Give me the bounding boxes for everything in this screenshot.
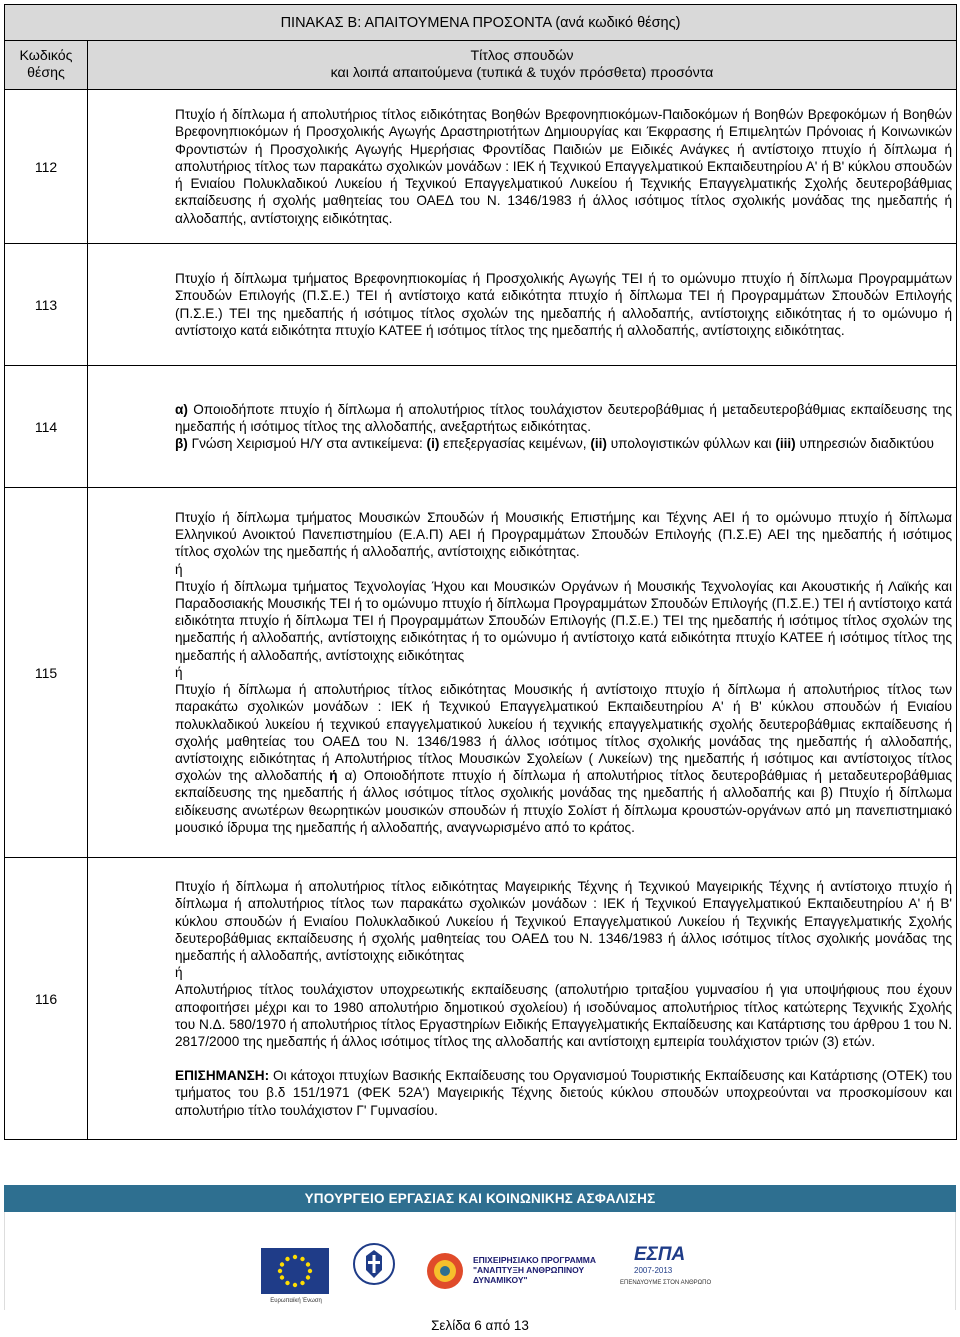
text-a: Οποιοδήποτε πτυχίο ή δίπλωμα ή απολυτήριος τίτλος τουλάχιστον δευτεροβάθμιας ή μεταδευτεροβάθμιας εκπαίδευσης της ημεδαπής ή ισότιμος τίτλος της αλλοδαπής, ανεξαρτήτως ειδικότητας. (175, 401, 953, 434)
logo-strip (4, 1212, 956, 1310)
row-code: 113 (5, 244, 88, 366)
row-text (88, 858, 957, 1140)
header-code-line1: Κωδικός (19, 48, 73, 64)
table-row (5, 244, 957, 366)
row-text (88, 488, 957, 858)
label-i: (i) (426, 436, 440, 452)
or-separator: ή (175, 561, 183, 577)
row-paragraph: Πτυχίο ή δίπλωμα τμήματος Τεχνολογίας Ήχου και Μουσικών Οργάνων ή Μουσικής Τεχνολογίας και Ακουστικής ή Λαϊκής και Παραδοσιακής Μουσικής ΤΕΙ ή το ομώνυμο πτυχίο ή δίπλωμα Προγραμμάτων Σπουδών Επιλογής (Π.Σ.Ε.) ΤΕΙ ή αντίστοιχο κατά ειδικότητα πτυχίο ή δίπλωμα ΤΕΙ ή Προγραμμάτων Σπουδών Επιλογής (Π.Σ.Ε.) ΤΕΙ της ημεδαπής ή ισότιμος τίτλος σχολών της ημεδαπής ή αλλοδαπής, αντίστοιχης ειδικότητας ή το ομώνυμο ή αντίστοιχο κατά ειδικότητα πτυχίο ΚΑΤΕΕ ή ισότιμος τίτλος της ημεδαπής ή αλλοδαπής, αντίστοιχης ειδικότητας (175, 578, 953, 663)
spacer (175, 1050, 952, 1067)
note-paragraph (175, 1067, 952, 1119)
ministry-bar: ΥΠΟΥΡΓΕΙΟ ΕΡΓΑΣΙΑΣ ΚΑΙ ΚΟΙΝΩΝΙΚΗΣ ΑΣΦΑΛΙΣΗΣ (4, 1185, 956, 1212)
greek-emblem-icon (352, 1242, 396, 1286)
or-bold: ή (329, 768, 338, 784)
row-paragraph: Πτυχίο ή δίπλωμα τμήματος Βρεφονηπιοκομίας ή Προσχολικής Αγωγής ΤΕΙ ή το ομώνυμο πτυχίο ή δίπλωμα Προγραμμάτων Σπουδών Επιλογής (Π.Σ.Ε.) ΤΕΙ ή αντίστοιχο κατά ειδικότητα πτυχίο ή δίπλωμα ΤΕΙ ή Προγραμμάτων Σπουδών Επιλογής (Π.Σ.Ε.) ΤΕΙ της ημεδαπής ή ισότιμος τίτλος σχολών της ημεδαπής ή αλλοδαπής, αντίστοιχης ειδικότητας ή το ομώνυμο ή αντίστοιχο κατά ειδικότητα πτυχίο ΚΑΤΕΕ ή ισότιμος τίτλος της ημεδαπής ή αλλοδαπής, αντίστοιχης ειδικότητας. (175, 271, 953, 338)
program-emblem-icon (425, 1251, 465, 1291)
footer-banner (4, 1185, 956, 1310)
row-paragraph: Πτυχίο ή δίπλωμα τμήματος Μουσικών Σπουδών ή Μουσικής Επιστήμης και Τέχνης ΑΕΙ ή το ομώνυμο πτυχίο ή δίπλωμα Ελληνικού Ανοικτού Πανεπιστημίου (Ε.Α.Π) ΑΕΙ ή Προγραμμάτων Σπουδών Επιλογής (Π.Σ.Ε) ΑΕΙ της ημεδαπής ή ισότιμος τίτλος σχολών της ημεδαπής ή αλλοδαπής, αντίστοιχης ειδικότητας. (175, 510, 953, 560)
or-separator: ή (175, 664, 183, 680)
header-code-line2: θέσης (27, 65, 65, 81)
espa-word: ΕΣΠΑ (634, 1244, 686, 1265)
row-code: 116 (5, 858, 88, 1140)
espa-years: 2007-2013 (634, 1266, 673, 1275)
espa-logo (620, 1244, 712, 1294)
table-row (5, 488, 957, 858)
program-line1: ΕΠΙΧΕΙΡΗΣΙΑΚΟ ΠΡΟΓΡΑΜΜΑ (473, 1255, 597, 1265)
text-b4: υπηρεσιών διαδικτύου (795, 436, 934, 452)
header-title-line2: και λοιπά απαιτούμενα (τυπικά & τυχόν πρόσθετα) προσόντα (330, 65, 714, 81)
table-row (5, 366, 957, 488)
row-paragraph-a (175, 401, 952, 435)
row-text (88, 366, 957, 488)
row-paragraph (175, 681, 952, 836)
row-text (88, 90, 957, 244)
header-code (5, 41, 88, 90)
espa-tagline: ΕΠΕΝΔΥΟΥΜΕ ΣΤΟΝ ΑΝΘΡΩΠΟ (620, 1280, 712, 1286)
note-label: ΕΠΙΣΗΜΑΝΣΗ: (175, 1068, 270, 1084)
eu-label: Ευρωπαϊκή Ένωση (270, 1298, 322, 1304)
table-title-row (5, 5, 957, 41)
row-code: 114 (5, 366, 88, 488)
note-text: Οι κάτοχοι πτυχίων Βασικής Εκπαίδευσης του Οργανισμού Τουριστικής Εκπαίδευσης και Κατάρτισης (ΟΤΕΚ) του τμήματος του β.δ 151/1971 (ΦΕΚ 52Α') Μαγειρικής Τέχνης διετούς κύκλου σπουδών υποχρεούνται να προσκομίσουν και απολυτήριο τίτλο τουλάχιστον Γ' Γυμνασίου. (175, 1068, 953, 1118)
eu-flag-icon (261, 1248, 329, 1294)
row-paragraph: Απολυτήριος τίτλος τουλάχιστον υποχρεωτικής εκπαίδευσης (απολυτήριο τριταξίου γυμνασίου ή για υποψήφιους που έχουν αποφοιτήσει μέχρι και το 1980 απολυτήριο δημοτικού σχολείου) ή ισοδύναμος απολυτήριος τίτλος κατώτερης Τεχνικής Σχολής του Ν.Δ. 580/1970 ή απολυτήριος τίτλος Εργαστηρίων Ειδικής Επαγγελματικής Εκπαίδευσης και Κατάρτισης του άρθρου 1 του Ν. 2817/2000 της ημεδαπής ή άλλος ισότιμος τίτλος της αλλοδαπής και αντίστοιχη εμπειρία τουλάχιστον τριών (3) ετών. (175, 982, 953, 1049)
program-logo (425, 1249, 615, 1295)
text-b1: Γνώση Χειρισμού Η/Υ στα αντικείμενα: (187, 436, 427, 452)
row-text (88, 244, 957, 366)
row-paragraph-b (175, 435, 952, 452)
row-code: 112 (5, 90, 88, 244)
header-title (88, 41, 957, 90)
label-iii: (iii) (775, 436, 796, 452)
program-line2: "ΑΝΑΠΤΥΞΗ ΑΝΘΡΩΠΙΝΟΥ ΔΥΝΑΜΙΚΟΥ" (473, 1265, 585, 1285)
text-p3a: Πτυχίο ή δίπλωμα ή απολυτήριος τίτλος ειδικότητας Μουσικής ή αντίστοιχο πτυχίο ή δίπλωμα ή απολυτήριος τίτλος των παρακάτω σχολικών μονάδων : ΙΕΚ ή Τεχνικού Επαγγελματικού Εκπαιδευτηρίου Α' ή Β' κύκλου σπουδών ή Ενιαίου πολυκλαδικού λυκείου ή τεχνικού επαγγελματικού λυκείου ή τεχνικής επαγγελματικής σχολής δευτεροβάθμιας εκπαίδευσης ή σχολής μαθητείας του ΟΑΕΔ του Ν. 1346/1983 ή άλλος ισότιμος τίτλος σχολικής μονάδας της ημεδαπής ή αλλοδαπής, αντίστοιχης ειδικότητας ή Απολυτήριος τίτλος Μουσικών Σχολείων ( Λυκείων) της ημεδαπής ή ισότιμος και αντίστοιχος τίτλος σχολών της αλλοδαπής (175, 682, 953, 784)
row-paragraph: Πτυχίο ή δίπλωμα ή απολυτήριος τίτλος ειδικότητας Βοηθών Βρεφονηπιοκόμων-Παιδοκόμων ή Βοηθών Βρεφοκόμων ή Βοηθών Βρεφονηπιοκόμων ή Προσχολικής Αγωγής Δραστηριοτήτων Δημιουργίας και Έκφρασης ή Επιμελητών Πρόνοιας ή Κοινωνικών Φροντιστών ή Προσχολικής Αγωγής Ημερήσιας Φροντίδας Παιδιών με Ειδικές Ανάγκες ή αντίστοιχο πτυχίο ή δίπλωμα ή απολυτήριος τίτλος των παρακάτω σχολικών μονάδων : ΙΕΚ ή Τεχνικού Επαγγελματικού Εκπαιδευτηρίου Α' ή Β' κύκλου σπουδών ή Ενιαίου Πολυκλαδικού Λυκείου ή Τεχνικού Επαγγελματικού Λυκείου ή Τεχνικής Επαγγελματικής Σχολής δευτεροβάθμιας εκπαίδευσης ή σχολής μαθητείας του ΟΑΕΔ του Ν. 1346/1983 ή άλλος ισότιμος τίτλος σχολικής μονάδας της ημεδαπής ή αλλοδαπής, αντίστοιχης ειδικότητας. (175, 107, 953, 226)
program-title (473, 1255, 623, 1285)
text-p3b: α) Οποιοδήποτε πτυχίο ή δίπλωμα ή απολυτήριος τίτλος δευτεροβάθμιας ή μεταδευτεροβάθμιας εκπαίδευσης της ημεδαπής ή άλλος ισότιμος τίτλος σχολικής μονάδας της ημεδαπής ή αλλοδαπής και β) Πτυχίο ή δίπλωμα ειδίκευσης ανωτέρων θεωρητικών μουσικών σπουδών ή πτυχίο Σολίστ ή δίπλωμα κρουστών-οργάνων από μη πανεπιστημιακό μουσικό ίδρυμα της ημεδαπής ή αλλοδαπής, αναγνωρισμένο από το κράτος. (175, 768, 953, 835)
header-title-line1: Τίτλος σπουδών (470, 48, 574, 64)
table-header-row (5, 41, 957, 90)
table-title: ΠΙΝΑΚΑΣ Β: ΑΠΑΙΤΟΥΜΕΝΑ ΠΡΟΣΟΝΤΑ (ανά κωδικό θέσης) (5, 5, 957, 41)
text-b3: υπολογιστικών φύλλων και (606, 436, 776, 452)
page-number: Σελίδα 6 από 13 (431, 1318, 529, 1333)
requirements-table (4, 4, 957, 1140)
table-row (5, 858, 957, 1140)
label-a: α) (175, 401, 188, 417)
row-paragraph: Πτυχίο ή δίπλωμα ή απολυτήριος τίτλος ειδικότητας Μαγειρικής Τέχνης ή Τεχνικού Μαγειρικής Τέχνης ή αντίστοιχο πτυχίο ή δίπλωμα ή απολυτήριος τίτλος των παρακάτω σχολικών μονάδων : ΙΕΚ ή Τεχνικού Επαγγελματικού Εκπαιδευτηρίου Α' ή Β' κύκλου σπουδών ή Ενιαίου Πολυκλαδικού Λυκείου ή Τεχνικού Επαγγελματικού Λυκείου ή Τεχνικής Επαγγελματικής Σχολής δευτεροβάθμιας εκπαίδευσης ή σχολής μαθητείας του ΟΑΕΔ του Ν. 1346/1983 ή άλλος ισότιμος τίτλος σχολικής μονάδας της ημεδαπής ή αλλοδαπής, αντίστοιχης ειδικότητας (175, 879, 953, 963)
text-b2: επεξεργασίας κειμένων, (439, 436, 591, 452)
row-code: 115 (5, 488, 88, 858)
label-b: β) (175, 436, 188, 452)
document-page (4, 4, 956, 1140)
table-row (5, 90, 957, 244)
label-ii: (ii) (590, 436, 607, 452)
or-separator: ή (175, 965, 183, 981)
